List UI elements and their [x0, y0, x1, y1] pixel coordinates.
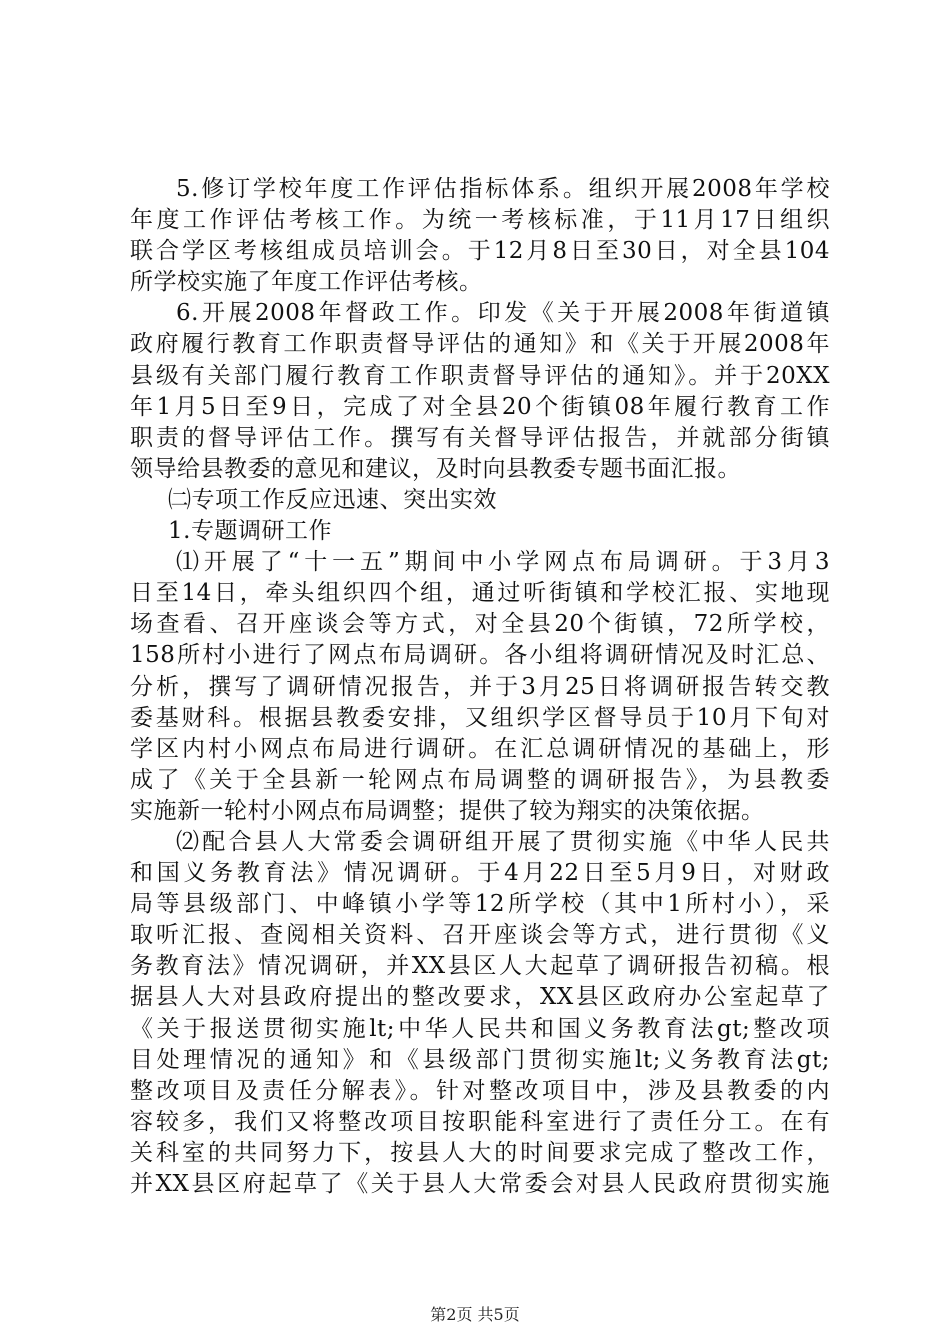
text-line: 《关于报送贯彻实施lt;中华人民共和国义务教育法gt;整改项 [130, 1015, 830, 1042]
text-line: 日至14日，牵头组织四个组，通过听街镇和学校汇报、实地现 [130, 580, 830, 607]
text-line: ⑵配合县人大常委会调研组开展了贯彻实施《中华人民共 [176, 828, 830, 855]
text-line: 整改项目及责任分解表》。针对整改项目中，涉及县教委的内 [130, 1077, 830, 1104]
text-line: 职责的督导评估工作。撰写有关督导评估报告，并就部分街镇 [130, 424, 830, 451]
document-body [130, 174, 830, 1200]
text-line: 所学校实施了年度工作评估考核。 [130, 269, 483, 296]
text-line: 县级有关部门履行教育工作职责督导评估的通知》。并于20XX [130, 362, 830, 389]
text-line: 务教育法》情况调研，并XX县区人大起草了调研报告初稿。根 [130, 953, 830, 980]
text-line: 分析，撰写了调研情况报告，并于3月25日将调研报告转交教 [130, 673, 830, 700]
page-footer [0, 1302, 950, 1325]
text-line: 取听汇报、查阅相关资料、召开座谈会等方式，进行贯彻《义 [130, 922, 830, 949]
text-line: 容较多，我们又将整改项目按职能科室进行了责任分工。在有 [130, 1108, 830, 1135]
text-line: 委基财科。根据县教委安排，又组织学区督导员于10月下旬对 [130, 704, 830, 731]
page-number-label: 第2页 共5页 [430, 1305, 520, 1324]
text-line: 158所村小进行了网点布局调研。各小组将调研情况及时汇总、 [130, 642, 830, 669]
text-line: 实施新一轮村小网点布局调整；提供了较为翔实的决策依据。 [130, 797, 765, 824]
text-line: 目处理情况的通知》和《县级部门贯彻实施lt;义务教育法gt; [130, 1046, 830, 1073]
text-line: 成了《关于全县新一轮网点布局调整的调研报告》，为县教委 [130, 766, 830, 793]
text-line: ⑴开展了“十一五”期间中小学网点布局调研。于3月3 [176, 549, 830, 576]
text-line: 政府履行教育工作职责督导评估的通知》和《关于开展2008年 [130, 331, 830, 358]
section-heading: ㈡专项工作反应迅速、突出实效 [168, 486, 497, 513]
text-line: 局等县级部门、中峰镇小学等12所学校（其中1所村小），采 [130, 891, 830, 918]
text-line: 学区内村小网点布局进行调研。在汇总调研情况的基础上，形 [130, 735, 830, 762]
text-line: 和国义务教育法》情况调研。于4月22日至5月9日，对财政 [130, 860, 830, 887]
text-line: 年度工作评估考核工作。为统一考核标准，于11月17日组织 [130, 207, 830, 234]
section-heading: 1.专题调研工作 [168, 518, 332, 545]
text-line: 并XX县区府起草了《关于县人大常委会对县人民政府贯彻实施 [130, 1171, 830, 1197]
text-line: 领导给县教委的意见和建议，及时向县教委专题书面汇报。 [130, 455, 741, 482]
text-line: 年1月5日至9日，完成了对全县20个街镇08年履行教育工作 [130, 393, 830, 420]
text-line: 联合学区考核组成员培训会。于12月8日至30日，对全县104 [130, 238, 830, 265]
text-line: 场查看、召开座谈会等方式，对全县20个街镇，72所学校， [130, 611, 830, 638]
text-line: 据县人大对县政府提出的整改要求，XX县区政府办公室起草了 [130, 984, 830, 1011]
text-line: 6.开展2008年督政工作。印发《关于开展2008年街道镇 [176, 300, 830, 327]
text-line: 5.修订学校年度工作评估指标体系。组织开展2008年学校 [176, 176, 830, 202]
text-line: 关科室的共同努力下，按县人大的时间要求完成了整改工作， [130, 1139, 830, 1166]
